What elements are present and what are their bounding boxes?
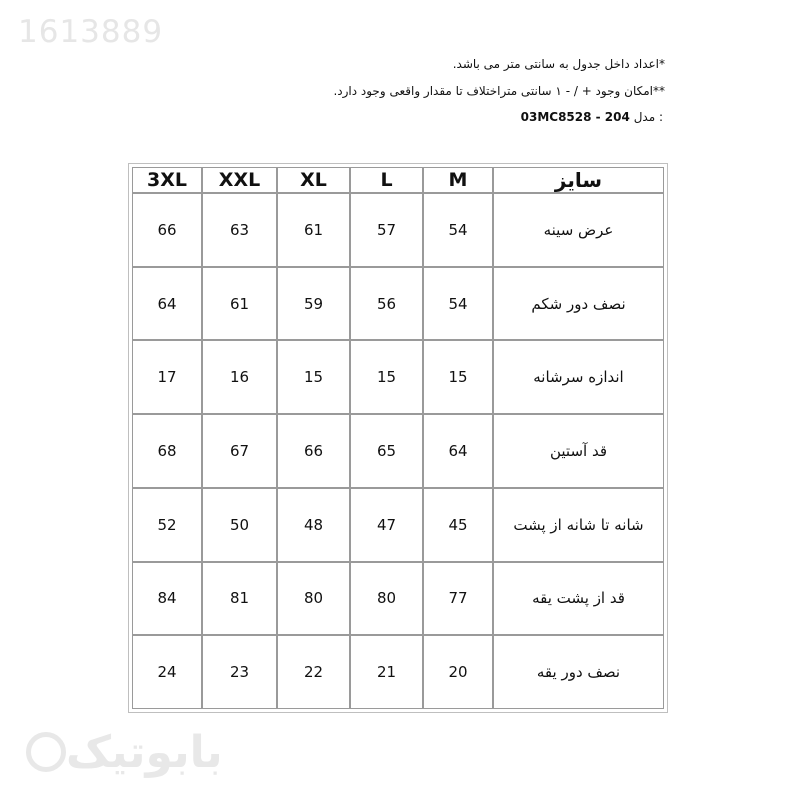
table-cell: 66 xyxy=(132,193,202,267)
row-label: قد آستین xyxy=(493,414,664,488)
table-row xyxy=(132,414,664,488)
size-header-l: L xyxy=(350,167,423,193)
table-cell: 17 xyxy=(132,340,202,414)
model-line xyxy=(521,110,663,124)
row-label: نصف دور شکم xyxy=(493,267,664,341)
table-row xyxy=(132,488,664,562)
table-cell: 24 xyxy=(132,635,202,709)
table-cell: 80 xyxy=(350,562,423,636)
table-cell: 16 xyxy=(202,340,277,414)
table-cell: 84 xyxy=(132,562,202,636)
table-cell: 56 xyxy=(350,267,423,341)
table-row xyxy=(132,635,664,709)
table-header-row xyxy=(132,167,664,193)
size-header-xl: XL xyxy=(277,167,350,193)
table-row xyxy=(132,267,664,341)
row-label: اندازه سرشانه xyxy=(493,340,664,414)
row-label: قد از پشت یقه xyxy=(493,562,664,636)
row-label: عرض سینه xyxy=(493,193,664,267)
table-row xyxy=(132,193,664,267)
table-cell: 54 xyxy=(423,193,493,267)
table-cell: 77 xyxy=(423,562,493,636)
table-cell: 48 xyxy=(277,488,350,562)
table-cell: 15 xyxy=(277,340,350,414)
table-cell: 45 xyxy=(423,488,493,562)
table-cell: 67 xyxy=(202,414,277,488)
model-label: مدل : xyxy=(633,110,663,124)
row-label: شانه تا شانه از پشت xyxy=(493,488,664,562)
table-cell: 68 xyxy=(132,414,202,488)
table-cell: 21 xyxy=(350,635,423,709)
table-cell: 64 xyxy=(423,414,493,488)
table-cell: 15 xyxy=(350,340,423,414)
table-cell: 47 xyxy=(350,488,423,562)
note-tolerance: **امکان وجود + / - ۱ سانتی متراختلاف تا مقدار واقعی وجود دارد. xyxy=(333,84,665,98)
table-cell: 80 xyxy=(277,562,350,636)
table-cell: 59 xyxy=(277,267,350,341)
table-row xyxy=(132,562,664,636)
model-value: 03MC8528 - 204 xyxy=(520,110,630,124)
table-cell: 52 xyxy=(132,488,202,562)
table-cell: 23 xyxy=(202,635,277,709)
table-row xyxy=(132,340,664,414)
table-cell: 64 xyxy=(132,267,202,341)
table-cell: 50 xyxy=(202,488,277,562)
logo-circle-icon xyxy=(26,732,66,772)
table-cell: 54 xyxy=(423,267,493,341)
brand-logo xyxy=(20,722,223,782)
size-header-m: M xyxy=(423,167,493,193)
size-table xyxy=(132,167,664,709)
size-header-label: سایز xyxy=(493,167,664,193)
table-cell: 57 xyxy=(350,193,423,267)
table-cell: 61 xyxy=(202,267,277,341)
table-cell: 65 xyxy=(350,414,423,488)
brand-logo-text: بابوتیک xyxy=(66,726,223,778)
size-header-xxl: XXL xyxy=(202,167,277,193)
note-units: *اعداد داخل جدول به سانتی متر می باشد. xyxy=(452,57,665,71)
table-cell: 15 xyxy=(423,340,493,414)
row-label: نصف دور یقه xyxy=(493,635,664,709)
table-cell: 22 xyxy=(277,635,350,709)
table-cell: 20 xyxy=(423,635,493,709)
table-cell: 81 xyxy=(202,562,277,636)
table-cell: 63 xyxy=(202,193,277,267)
table-cell: 61 xyxy=(277,193,350,267)
size-table-frame xyxy=(128,163,668,713)
table-cell: 66 xyxy=(277,414,350,488)
size-header-3xl: 3XL xyxy=(132,167,202,193)
watermark-product-id: 1613889 xyxy=(18,14,164,50)
